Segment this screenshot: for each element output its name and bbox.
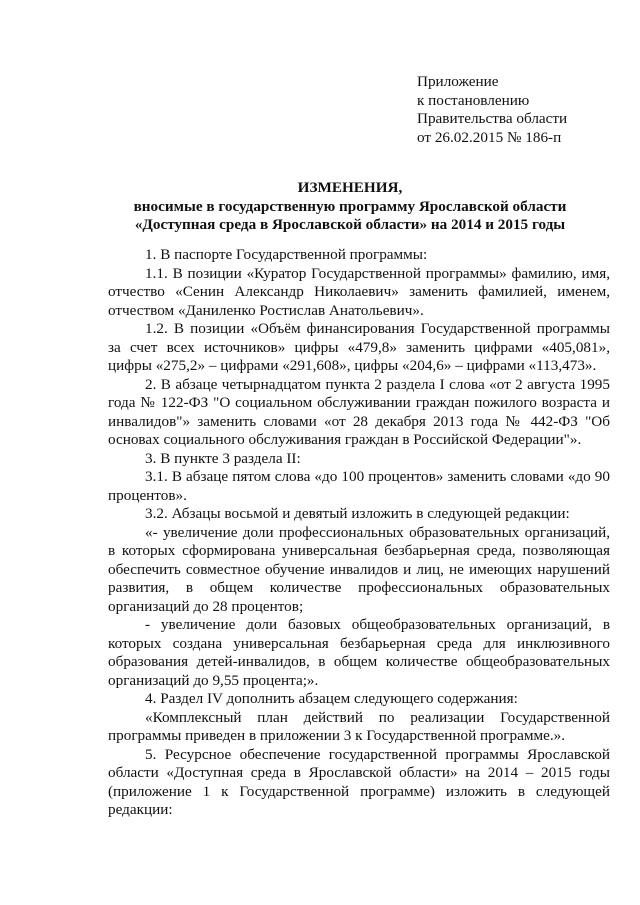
annex-line-3: Правительства области: [417, 110, 568, 127]
title-line-1: ИЗМЕНЕНИЯ,: [297, 179, 403, 196]
paragraph: 3. В пункте 3 раздела II:: [145, 449, 301, 467]
annex-line-4: от 26.02.2015 № 186-п: [417, 128, 562, 146]
title-line-2: вносимые в государственную программу Ярославской области: [133, 197, 567, 215]
paragraph: «Комплексный план действий по реализации Государственной программы приведен в приложении 3 к Государственной программе.».: [108, 708, 610, 744]
paragraph: «- увеличение доли профессиональных образовательных организаций, в которых сформирована универсальная безбарьерная среда, позволяющая обеспечить совместное обучение инвалидов и лиц, не имеющих нарушений развития, в общем количестве профессиональных образовательных организаций до 28 процентов;: [108, 523, 610, 615]
document-body: [108, 246, 610, 820]
title-line-3: «Доступная среда в Ярославской области» на 2014 и 2015 годы: [134, 216, 566, 233]
paragraph: 1.1. В позиции «Куратор Государственной программы» фамилию, имя, отчество «Сенин Александр Николаевич» заменить фамилией, именем, отчеством «Даниленко Ростислав Анатольевич».: [108, 264, 610, 319]
paragraph: 3.2. Абзацы восьмой и девятый изложить в следующей редакции:: [145, 505, 570, 522]
paragraph: 5. Ресурсное обеспечение государственной программы Ярославской области «Доступная среда в Ярославской области» на 2014 – 2015 годы (приложение 1 к Государственной программе) изложить в следующей редакции:: [108, 745, 610, 818]
paragraph: 3.1. В абзаце пятом слова «до 100 процентов» заменить словами «до 90 процентов».: [108, 468, 610, 504]
paragraph: 2. В абзаце четырнадцатом пункта 2 раздела I слова «от 2 августа 1995 года № 122-ФЗ "О социальном обслуживании граждан пожилого возраста и инвалидов"» заменить словами «от 28 декабря 2013 года № 442-ФЗ "Об основах социального обслуживания граждан в Российской Федерации"».: [108, 375, 610, 448]
paragraph: 4. Раздел IV дополнить абзацем следующего содержания:: [145, 690, 518, 707]
document-title: [70, 179, 630, 235]
paragraph: 1. В паспорте Государственной программы:: [145, 246, 428, 263]
annex-header: [417, 73, 617, 147]
paragraph: 1.2. В позиции «Объём финансирования Государственной программы за счет всех источников» цифры «479,8» заменить цифрами «405,081», цифры «275,2» – цифрами «291,608», цифры «204,6» – цифрами «113,473».: [108, 320, 610, 374]
annex-line-1: Приложение: [417, 73, 499, 90]
paragraph: - увеличение доли базовых общеобразовательных организаций, в которых создана универсальная безбарьерная среда для инклюзивного образования детей-инвалидов, в общем количестве общеобразовательных организаций до 9,55 процента;».: [108, 616, 610, 689]
annex-line-2: к постановлению: [417, 91, 530, 109]
